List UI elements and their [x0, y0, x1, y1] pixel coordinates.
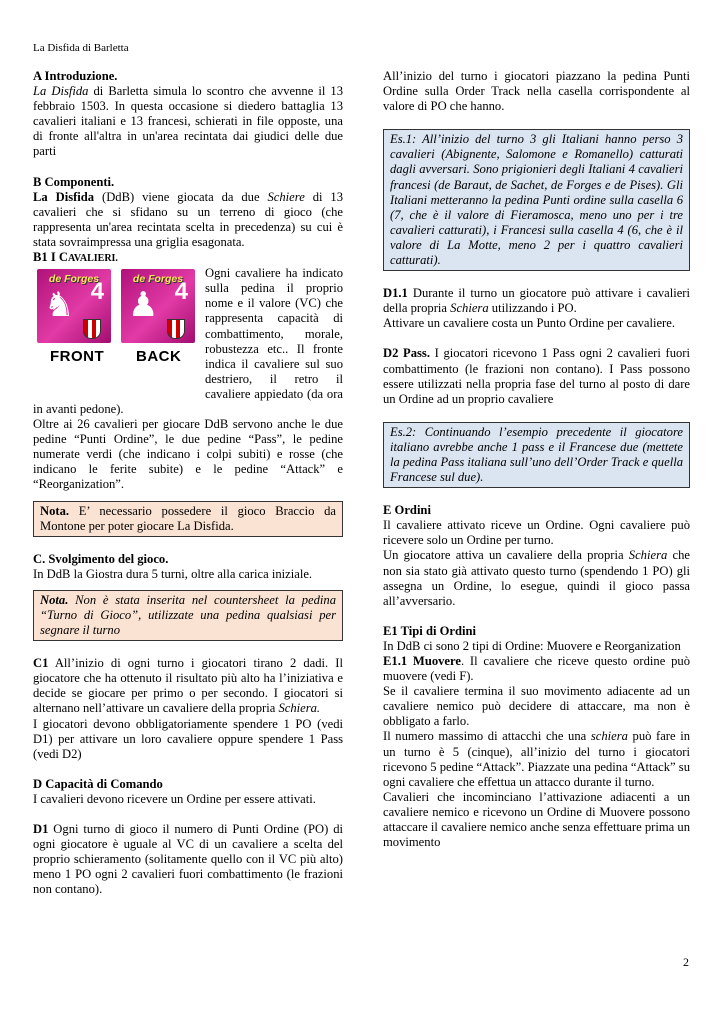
section-c-text: In DdB la Giostra dura 5 turni, oltre alla carica iniziale.	[33, 566, 313, 581]
section-c-title: C. Svolgimento del gioco.	[33, 551, 169, 566]
section-e11-text: E1.1 Muovere. Il cavaliere che riceve questo ordine può muovere (vedi F).	[383, 654, 690, 684]
section-b-text: La Disfida (DdB) viene giocata da due Schiere di 13 cavalieri che si sfidano su un terreno di gioco (che rappresenta un'area recintata scelta in precedenza) su cui è stata sovraimpressa una griglia esagonata.	[33, 189, 343, 249]
section-d1-text: D1 Ogni turno di gioco il numero di Punti Ordine (PO) di ogni giocatore è uguale al VC di un cavaliere a scelta del proprio schieramento (solitamente quello con il VC più alto) meno 1 PO ogni 2 cavalieri fuori combattimento (le frazioni non contano).	[33, 822, 343, 897]
counter-back: de Forges 4 ♟	[121, 269, 195, 343]
section-b1-text: de Forges 4 ♞ de Forges 4 ♟ FRONT BACK Ogni cavaliere ha indicato sulla pedina il proprio nome e il valore (VC) che rappresenta capacità di combattimento, morale, robustezza etc.. Il fronte indica il cavaliere sul suo destriero, il retro il cavaliere appiedato (da ora in avanti pedone).	[33, 266, 343, 416]
left-column	[33, 69, 343, 898]
section-d2-text: D2 Pass. I giocatori ricevono 1 Pass ogni 2 cavalieri fuori combattimento (le frazioni non contano). I Pass possono essere utilizzati nella propria fase del turno al posto di dare un Ordine ad un proprio cavaliere	[383, 346, 690, 406]
right-column	[383, 69, 690, 850]
note-braccio: Nota. E’ necessario possedere il gioco Braccio da Montone per poter giocare La Disfida.	[33, 501, 343, 537]
front-label: FRONT	[50, 348, 105, 366]
note-turno: Nota. Non è stata inserita nel countersheet la pedina “Turno di Gioco”, utilizzate una pedina qualsiasi per segnare il turno	[33, 590, 343, 641]
example-1: Es.1: All’inizio del turno 3 gli Italiani hanno perso 3 cavalieri (Abignente, Salomone e Romanello) catturati dagli avversari. Sono prigionieri degli Italiani 4 cavalieri francesi (de Baraut, de Sachet, de Forges e de Pises). Gli Italiani metteranno la pedina Punti ordine sulla casella 6 (7, che è il valore di Fieramosca, meno uno per i tre cavalieri catturati), i Francesi sulla casella 4 (6, che è il valore di La Motte, meno 2 per i quattro cavalieri catturati).	[383, 129, 690, 271]
section-b1-title: B1 I CAVALIERI.	[33, 250, 118, 265]
example-2: Es.2: Continuando l’esempio precedente il giocatore italiano avrebbe anche 1 pass e il Francese due (mettete la pedina Pass italiana sull’uno dell’Order Track e quella Francese sul due).	[383, 422, 690, 488]
section-e1-text: In DdB ci sono 2 tipi di Ordine: Muovere e Reorganization	[383, 638, 681, 653]
running-header: La Disfida di Barletta	[33, 42, 129, 54]
section-e-text2: Un giocatore attiva un cavaliere della propria Schiera che non sia stato già attivato questo turno (spendendo 1 PO) gli assegna un Ordine, lo esegue, quindi il gioco passa all’avversario.	[383, 548, 690, 608]
counter-front: de Forges 4 ♞	[37, 269, 111, 343]
knight-icon: ♟	[128, 287, 159, 325]
section-a-title: A Introduzione.	[33, 69, 118, 83]
back-label: BACK	[136, 348, 182, 366]
knight-icon: ♞	[44, 287, 75, 325]
section-c1-text2: I giocatori devono obbligatoriamente spendere 1 PO (vedi D1) per attivare un loro cavaliere oppure spendere 1 Pass (vedi D2)	[33, 716, 343, 761]
section-b-title: B Componenti.	[33, 174, 115, 189]
section-e11-text2: Se il cavaliere termina il suo movimento adiacente ad un cavaliere nemico può decidere di attaccare, ma non è obbligato a farlo.	[383, 684, 690, 729]
section-d11-text: D1.1 Durante il turno un giocatore può attivare i cavalieri della propria Schiera utilizzando i PO.	[383, 286, 690, 316]
section-d-text: I cavalieri devono ricevere un Ordine per essere attivati.	[33, 791, 316, 806]
shield-icon	[83, 319, 101, 339]
order-track-text: All’inizio del turno i giocatori piazzano la pedina Punti Ordine sulla Order Track nella casella corrispondente al valore di PO che hanno.	[383, 69, 690, 114]
shield-icon	[167, 319, 185, 339]
counter-images	[33, 269, 203, 395]
section-e-title: E Ordini	[383, 503, 431, 518]
section-b1-text2: Oltre ai 26 cavalieri per giocare DdB servono anche le due pedine “Punti Ordine”, le due pedine “Pass”, le pedine numerate verdi (che indicano i colpi subiti) e rosse (che indicano le ferite subite) e le pedine “Attack” e “Reorganization”.	[33, 417, 343, 492]
section-e-text: Il cavaliere attivato riceve un Ordine. Ogni cavaliere può ricevere solo un Ordine per turno.	[383, 518, 690, 548]
section-d11-text3: Attivare un cavaliere costa un Punto Ordine per cavaliere.	[383, 316, 675, 331]
section-a-text: La Disfida di Barletta simula lo scontro che avvenne il 13 febbraio 1503. In questa occasione si diedero battaglia 13 cavalieri italiani e 13 francesi, schierati in file opposte, una di fronte all'altra in un'area recintata dai giudici delle due parti	[33, 84, 343, 159]
page-number: 2	[683, 955, 689, 969]
section-d-title: D Capacità di Comando	[33, 776, 163, 791]
section-e1-title: E1 Tipi di Ordini	[383, 623, 476, 638]
section-c1-text: C1 All’inizio di ogni turno i giocatori tirano 2 dadi. Il giocatore che ha ottenuto il risultato più alto ha l’iniziativa e decide se giocare per primo o per secondo. I giocatori si alternano nell’attivare un cavaliere della propria Schiera.	[33, 656, 343, 716]
section-e11-text3: Il numero massimo di attacchi che una schiera può fare in un turno è 5 (cinque), all’inizio del turno i giocatori ricevono 5 pedine “Attack”. Piazzate una pedina “Attack” su ogni cavaliere che effettua un attacco durante il turno.	[383, 729, 690, 789]
section-e11-text4: Cavalieri che incominciano l’attivazione adiacenti a un cavaliere nemico e ricevono un Ordine di Muovere possono attaccare il cavaliere nemico anche senza effettuare prima un movimento	[383, 789, 690, 850]
